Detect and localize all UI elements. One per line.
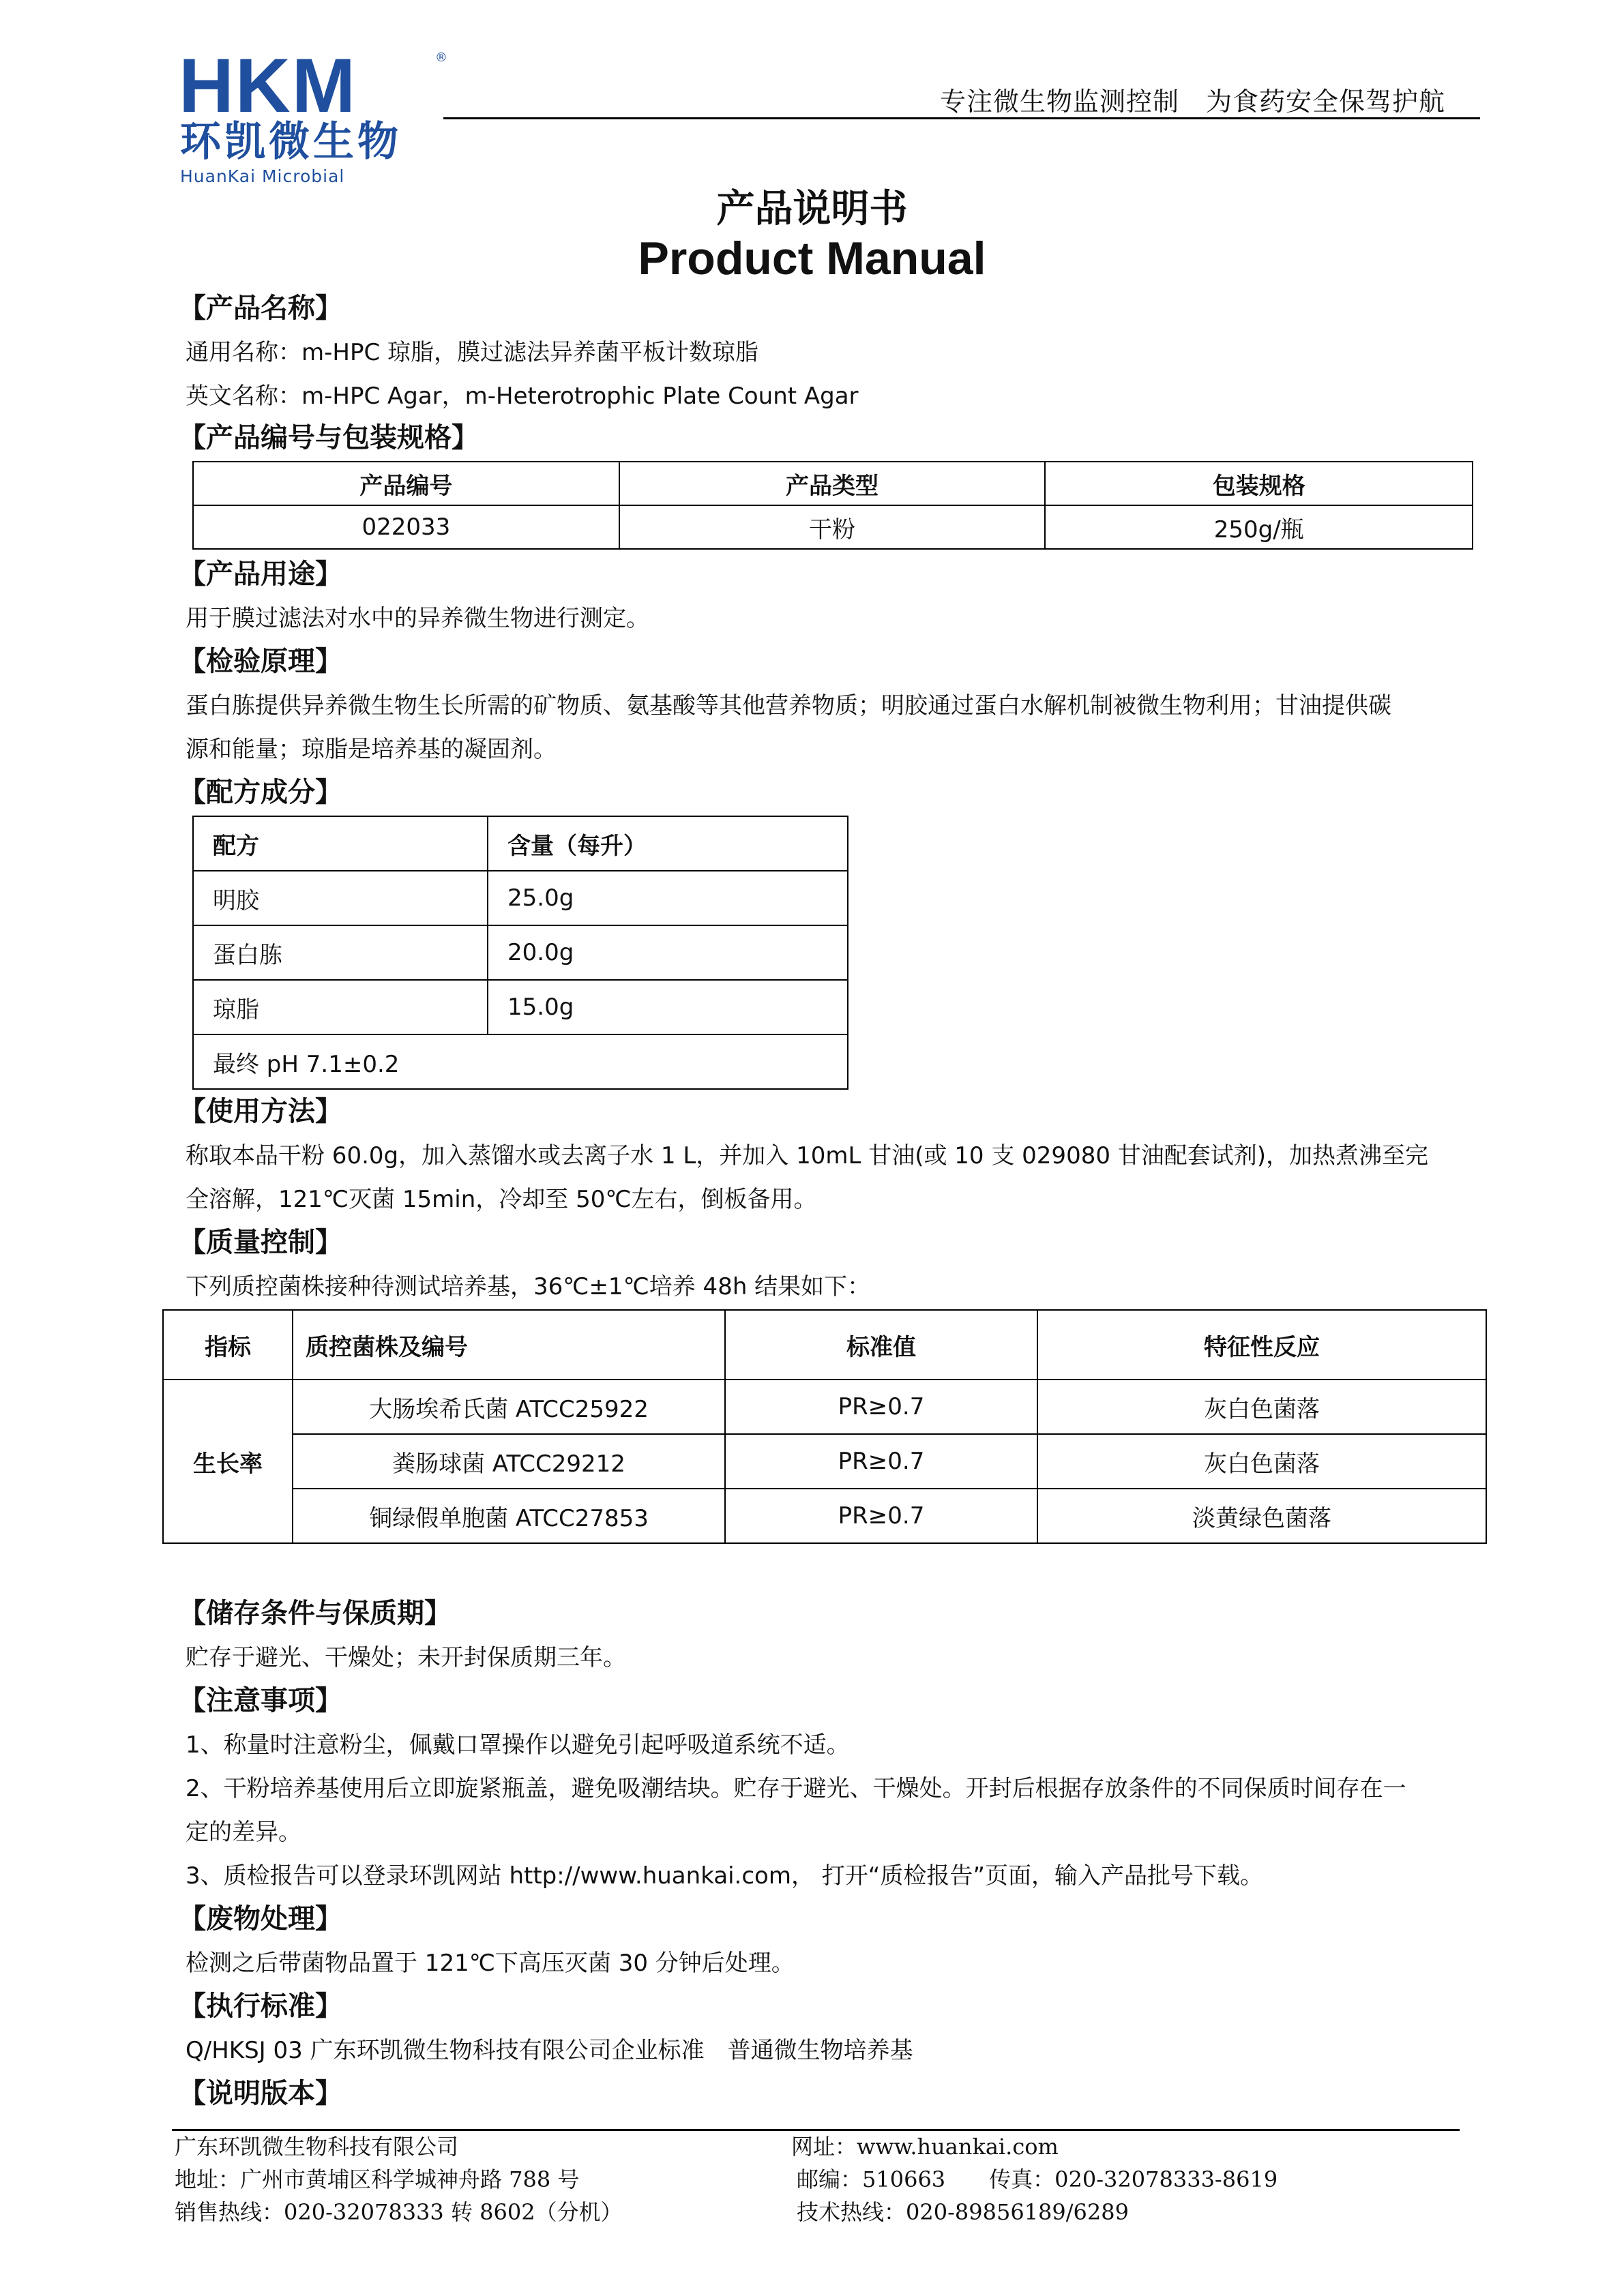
logo-english-name: HuanKai Microbial: [180, 166, 345, 186]
footer-postcode-fax: 邮编：510663 传真：020-32078333-8619: [797, 2166, 1278, 2192]
table-header-cell: 包装规格: [1045, 462, 1473, 505]
note-2-line-1: 2、干粉培养基使用后立即旋紧瓶盖，避免吸潮结块。贮存于避光、干燥处。开封后根据存放条件的不同保质时间存在一: [186, 1775, 1406, 1802]
table-row: [163, 1380, 1486, 1434]
table-header-cell: 产品类型: [619, 462, 1046, 505]
standard-value: PR≥0.7: [725, 1380, 1037, 1434]
indicator-growth-rate: 生长率: [163, 1380, 293, 1543]
footer-website: 网址：www.huankai.com: [791, 2134, 1059, 2160]
section-heading-version: 【说明版本】: [179, 2078, 342, 2109]
section-heading-standard: 【执行标准】: [179, 1991, 342, 2022]
table-row: [193, 505, 1473, 549]
principle-line-2: 源和能量；琼脂是培养基的凝固剂。: [186, 736, 557, 763]
strain-name: 大肠埃希氏菌 ATCC25922: [293, 1380, 725, 1434]
note-2-line-2: 定的差异。: [186, 1819, 301, 1846]
final-ph: 最终 pH 7.1±0.2: [193, 1034, 848, 1089]
strain-name: 粪肠球菌 ATCC29212: [293, 1434, 725, 1489]
waste-text: 检测之后带菌物品置于 121℃下高压灭菌 30 分钟后处理。: [186, 1950, 795, 1977]
page-title-english: Product Manual: [638, 233, 986, 284]
footer-sales-hotline: 销售热线：020-32078333 转 8602（分机）: [175, 2199, 623, 2225]
table-header-row: [193, 462, 1473, 505]
section-heading-principle: 【检验原理】: [179, 646, 342, 677]
page-title-chinese: 产品说明书: [716, 187, 908, 231]
storage-text: 贮存于避光、干燥处；未开封保质期三年。: [186, 1644, 626, 1671]
header-slogan: 专注微生物监测控制 为食药安全保驾护航: [939, 87, 1445, 117]
ingredient-name: 明胶: [193, 871, 488, 925]
characteristic-reaction: 灰白色菌落: [1037, 1380, 1486, 1434]
logo-chinese-name: 环凯微生物: [180, 118, 402, 166]
section-heading-product-name: 【产品名称】: [179, 293, 342, 324]
table-row: [163, 1434, 1486, 1489]
company-logo: [179, 43, 452, 186]
footer-company: 广东环凯微生物科技有限公司: [175, 2134, 459, 2160]
table-header-row: [163, 1310, 1486, 1380]
ingredient-name: 琼脂: [193, 980, 488, 1034]
section-heading-waste: 【废物处理】: [179, 1903, 342, 1935]
standard-value: PR≥0.7: [725, 1489, 1037, 1543]
table-row: [193, 980, 848, 1034]
table-header-cell: 特征性反应: [1037, 1310, 1486, 1380]
section-heading-notes: 【注意事项】: [179, 1685, 342, 1716]
characteristic-reaction: 灰白色菌落: [1037, 1434, 1486, 1489]
standard-value: PR≥0.7: [725, 1434, 1037, 1489]
table-header-cell: 指标: [163, 1310, 293, 1380]
footer-address: 地址：广州市黄埔区科学城神舟路 788 号: [175, 2166, 580, 2192]
table-header-cell: 质控菌株及编号: [293, 1310, 725, 1380]
table-row: [193, 925, 848, 980]
note-1: 1、称量时注意粉尘，佩戴口罩操作以避免引起呼吸道系统不适。: [186, 1731, 850, 1759]
registered-mark: ®: [435, 50, 447, 65]
common-name: 通用名称：m-HPC 琼脂，膜过滤法异养菌平板计数琼脂: [186, 339, 759, 366]
table-header-cell: 标准值: [725, 1310, 1037, 1380]
table-row: [193, 871, 848, 925]
note-3: 3、质检报告可以登录环凯网站 http://www.huankai.com， 打开“质检报告”页面，输入产品批号下载。: [186, 1862, 1264, 1890]
section-heading-quality-control: 【质量控制】: [179, 1227, 342, 1258]
table-header-cell: 含量（每升）: [488, 816, 848, 871]
package-table: [192, 461, 1473, 550]
characteristic-reaction: 淡黄绿色菌落: [1037, 1489, 1486, 1543]
section-heading-formula: 【配方成分】: [179, 777, 342, 808]
footer-divider: [172, 2129, 1460, 2131]
product-type: 干粉: [619, 505, 1046, 549]
ingredient-amount: 25.0g: [488, 871, 848, 925]
method-line-1: 称取本品干粉 60.0g，加入蒸馏水或去离子水 1 L，并加入 10mL 甘油(或 10 支 029080 甘油配套试剂)，加热煮沸至完: [186, 1142, 1429, 1169]
table-row: [163, 1489, 1486, 1543]
qc-intro: 下列质控菌株接种待测试培养基，36℃±1℃培养 48h 结果如下：: [186, 1273, 871, 1300]
ingredient-amount: 20.0g: [488, 925, 848, 980]
section-heading-method: 【使用方法】: [179, 1096, 342, 1127]
principle-line-1: 蛋白胨提供异养微生物生长所需的矿物质、氨基酸等其他营养物质；明胶通过蛋白水解机制被微生物利用；甘油提供碳: [186, 692, 1391, 719]
package-spec: 250g/瓶: [1045, 505, 1473, 549]
table-header-cell: 配方: [193, 816, 488, 871]
table-header-row: [193, 816, 848, 871]
strain-name: 铜绿假单胞菌 ATCC27853: [293, 1489, 725, 1543]
section-heading-storage: 【储存条件与保质期】: [179, 1598, 452, 1629]
table-header-cell: 产品编号: [193, 462, 619, 505]
section-heading-package: 【产品编号与包装规格】: [179, 422, 479, 453]
table-row: [193, 1034, 848, 1089]
usage-text: 用于膜过滤法对水中的异养微生物进行测定。: [186, 605, 649, 632]
logo-mark: HKM: [179, 43, 357, 128]
product-code: 022033: [193, 505, 619, 549]
method-line-2: 全溶解，121℃灭菌 15min，冷却至 50℃左右，倒板备用。: [186, 1186, 817, 1213]
standard-text: Q/HKSJ 03 广东环凯微生物科技有限公司企业标准 普通微生物培养基: [186, 2037, 913, 2064]
quality-control-table: [162, 1309, 1487, 1544]
footer-tech-hotline: 技术热线：020-89856189/6289: [797, 2199, 1129, 2225]
english-name: 英文名称：m-HPC Agar，m-Heterotrophic Plate Count Agar: [186, 383, 859, 410]
formula-table: [192, 816, 848, 1090]
ingredient-name: 蛋白胨: [193, 925, 488, 980]
section-heading-usage: 【产品用途】: [179, 558, 342, 590]
header-divider: [443, 117, 1480, 119]
ingredient-amount: 15.0g: [488, 980, 848, 1034]
